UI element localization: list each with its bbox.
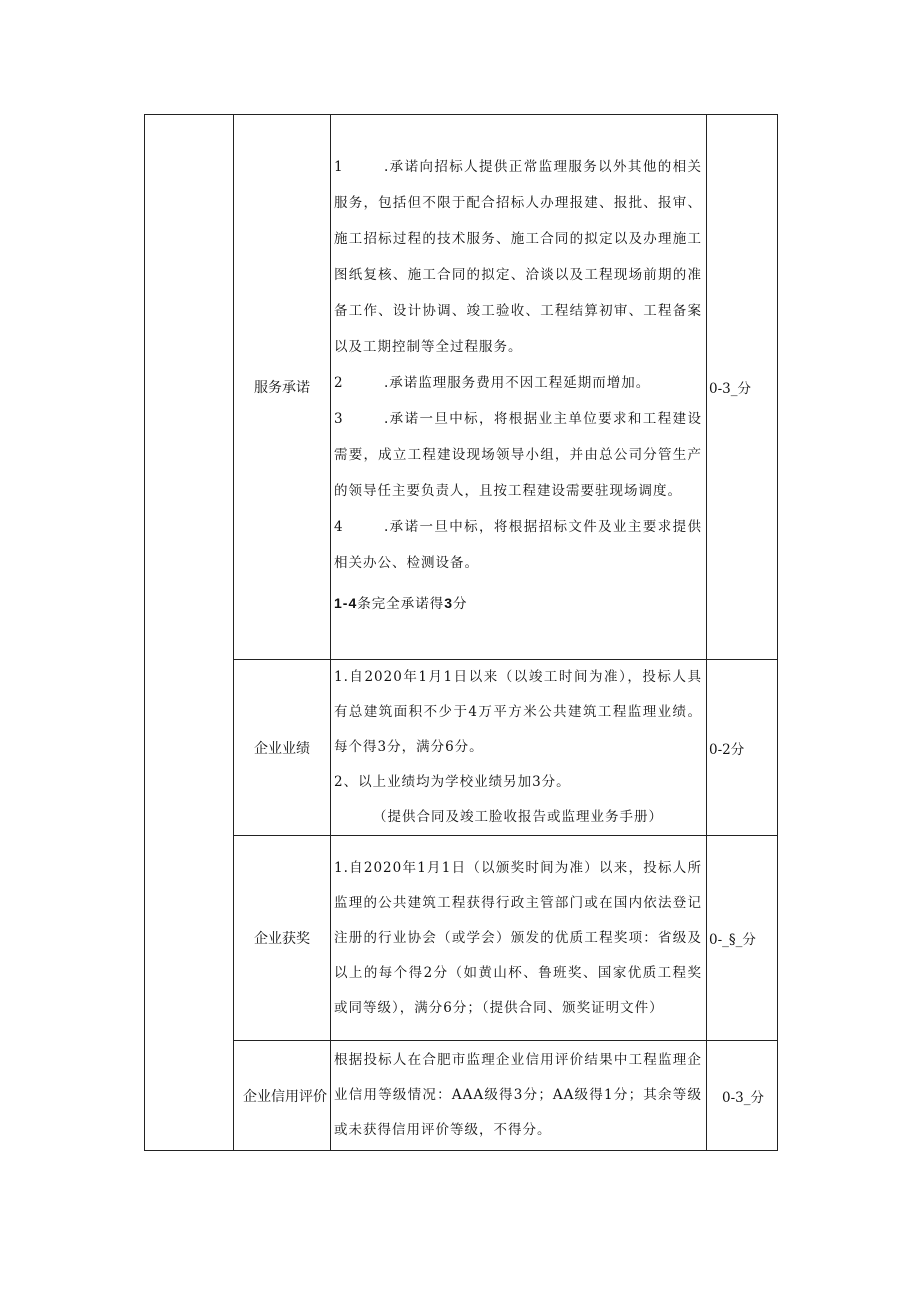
group-cell-empty: [145, 115, 234, 1151]
table-row: [145, 836, 778, 1041]
criteria-text: 2、以上业绩均为学校业绩另加3分。: [334, 774, 571, 790]
commitment-item: 2 .承诺监理服务费用不因工程延期而增加。: [334, 374, 651, 391]
category-credit-rating: 企业信用评价: [234, 1041, 331, 1151]
table-row: [145, 1041, 778, 1151]
category-awards: 企业获奖: [234, 836, 331, 1041]
commitment-item: 4 .承诺一旦中标，将根据招标文件及业主要求提供相关办公、检测设备。: [334, 518, 702, 571]
score-range: 0-2分: [707, 660, 778, 836]
description-cell: [331, 836, 707, 1041]
category-service-commitment: 服务承诺: [234, 115, 331, 660]
criteria-text: 1.自2020年1月1日以来（以竣工时间为准），投标人具有总建筑面积不少于4万平方米公共建筑工程监理业绩。每个得3分，满分6分。: [334, 669, 702, 755]
scoring-table: [144, 114, 778, 1151]
score-range: 0-3_分: [707, 115, 778, 660]
criteria-text: 1.自2020年1月1日（以颁奖时间为准）以来，投标人所监理的公共建筑工程获得行政主管部门或在国内依法登记注册的行业协会（或学会）颁发的优质工程奖项：省级及以上的每个得2分（如黄山杯、鲁班奖、国家优质工程奖或同等级），满分6分；（提供合同、颁奖证明文件）: [334, 859, 702, 1016]
score-range: 0-3_分: [707, 1041, 778, 1151]
score-range: 0-_§_分: [707, 836, 778, 1041]
criteria-text: 根据投标人在合肥市监理企业信用评价结果中工程监理企业信用等级情况：AAA级得3分；AA级得1分；其余等级或未获得信用评价等级，不得分。: [334, 1052, 702, 1138]
description-cell: [331, 660, 707, 836]
table-row: [145, 115, 778, 660]
category-performance: 企业业绩: [234, 660, 331, 836]
table-row: [145, 660, 778, 836]
description-cell: [331, 1041, 707, 1151]
description-cell: [331, 115, 707, 660]
commitment-item: 3 .承诺一旦中标，将根据业主单位要求和工程建设需要，成立工程建设现场领导小组，并由总公司分管生产的领导任主要负责人，且按工程建设需要驻现场调度。: [334, 410, 702, 499]
commitment-summary: 1-4条完全承诺得3分: [334, 594, 468, 612]
commitment-item: 1 .承诺向招标人提供正常监理服务以外其他的相关服务，包括但不限于配合招标人办理报建、报批、报审、施工招标过程的技术服务、施工合同的拟定以及办理施工图纸复核、施工合同的拟定、洽谈以及工程现场前期的准备工作、设计协调、竣工验收、工程结算初审、工程备案以及工期控制等全过程服务。: [334, 158, 702, 355]
criteria-note: （提供合同及竣工脸收报告或监理业务手册）: [373, 809, 663, 825]
